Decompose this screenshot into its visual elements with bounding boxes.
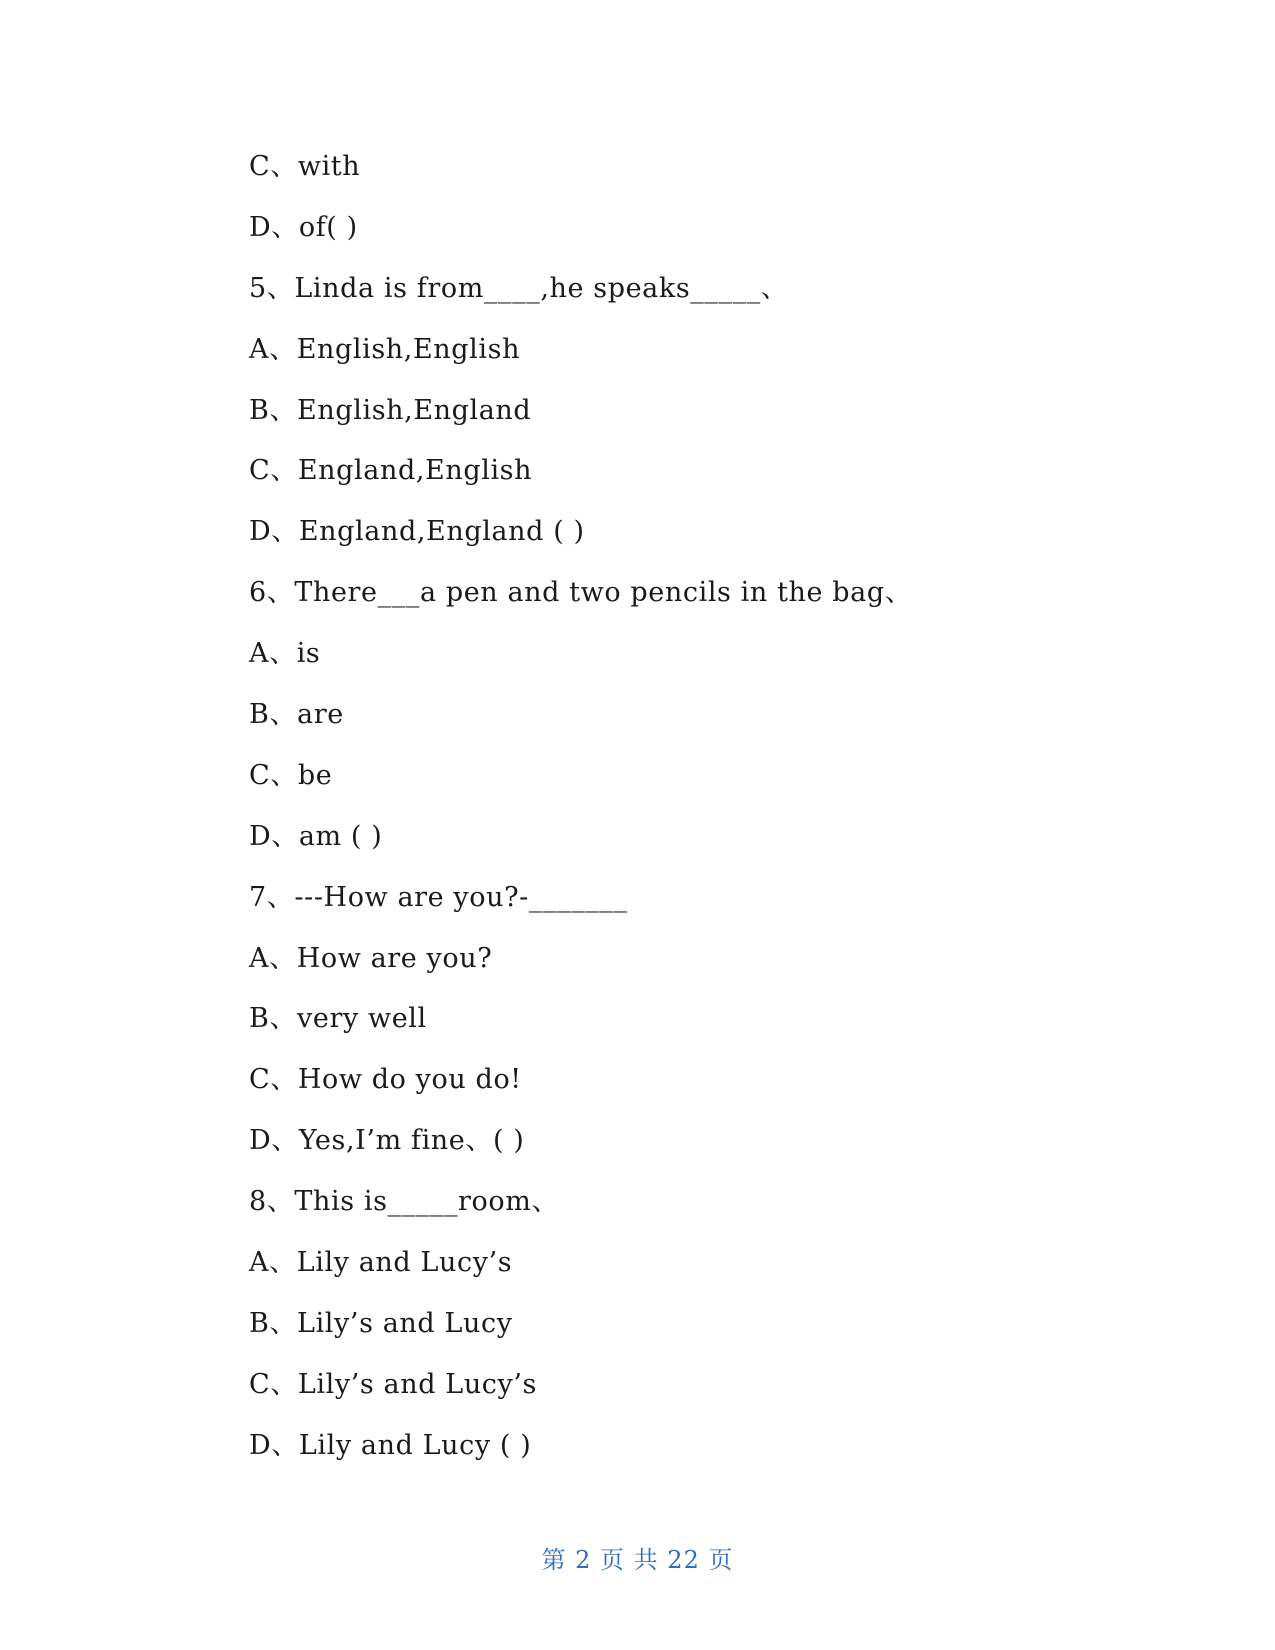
option-5d: D、England,England ( ) [249,516,585,548]
option-5a: A、English,English [249,333,521,365]
option-6d: D、am ( ) [249,820,383,852]
question-5: 5、Linda is from____,he speaks_____、 [249,272,789,304]
option-8a: A、Lily and Lucy’s [249,1247,513,1279]
option-7c: C、How do you do! [249,1064,522,1096]
option-7a: A、How are you? [249,942,493,974]
option-7d: D、Yes,I’m fine、( ) [249,1125,525,1157]
question-content [249,152,1149,1492]
question-6: 6、There___a pen and two pencils in the bag、 [249,577,913,609]
option-8d: D、Lily and Lucy ( ) [249,1429,532,1461]
question-8: 8、This is_____room、 [249,1186,560,1218]
option-4d: D、of( ) [249,211,358,243]
option-5c: C、England,English [249,455,533,487]
option-6a: A、is [249,638,321,670]
option-6c: C、be [249,759,333,791]
option-4c: C、with [249,151,361,182]
question-7: 7、---How are you?-_______ [249,881,628,913]
option-5b: B、English,England [249,394,532,426]
option-6b: B、are [249,699,344,731]
option-8c: C、Lily’s and Lucy’s [249,1368,538,1400]
option-8b: B、Lily’s and Lucy [249,1307,513,1339]
page-footer: 第 2 页 共 22 页 [541,1546,734,1574]
option-7b: B、very well [249,1003,427,1035]
